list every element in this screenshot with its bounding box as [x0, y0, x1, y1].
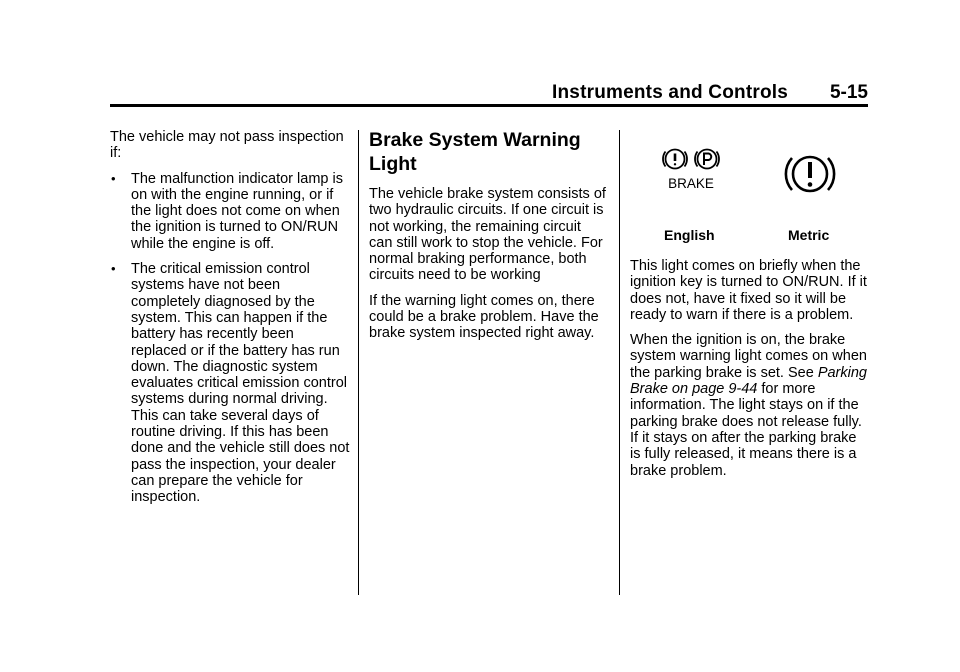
paragraph	[630, 332, 868, 479]
bullet-marker: •	[111, 261, 116, 277]
caption-english: English	[664, 227, 715, 243]
bullet-text: The malfunction indicator lamp is on with the engine running, or if the light does not come on when the ignition is turned to ON/RUN while the engine is off.	[131, 170, 343, 252]
column-3	[630, 140, 868, 488]
paragraph: The vehicle brake system consists of two hydraulic circuits. If one circuit is not working, the remaining circuit can still work to stop the vehicle. For normal braking performance, both circuits need to be working	[369, 186, 606, 284]
column-divider-1	[358, 130, 359, 595]
page-header	[110, 78, 868, 104]
paragraph: If the warning light comes on, there could be a brake problem. Have the brake system inspected right away.	[369, 292, 599, 342]
brake-warning-english-icon	[656, 146, 732, 198]
section-title: Instruments and Controls	[552, 82, 788, 103]
paragraph: This light comes on briefly when the ignition key is turned to ON/RUN. If it does not, have it fixed so it will be ready to warn if there is a problem.	[630, 258, 867, 323]
list-item	[110, 261, 350, 505]
column-1	[110, 129, 350, 515]
column-2	[369, 129, 607, 351]
brake-exclamation-icon	[663, 150, 687, 169]
cross-reference-link[interactable]: Parking Brake on page 9-44	[630, 364, 867, 398]
header-rule	[110, 104, 868, 107]
warning-light-figure	[630, 140, 868, 258]
paragraph-text: When the ignition is on, the brake system warning light comes on when the parking brake is set. See	[630, 332, 867, 381]
intro-paragraph: The vehicle may not pass inspection if:	[110, 129, 344, 162]
brake-label: BRAKE	[668, 176, 714, 191]
caption-metric: Metric	[788, 227, 830, 243]
page-number: 5-15	[829, 82, 868, 103]
column-divider-2	[619, 130, 620, 595]
brake-warning-metric-icon	[777, 150, 843, 202]
section-heading: Brake System Warning Light	[369, 129, 581, 175]
list-item	[110, 171, 350, 252]
bullet-marker: •	[111, 170, 116, 186]
paragraph-text: for more information. The light stays on if the parking brake does not release fully. If it stays on after the parking brake is fully released, it means there is a brake problem.	[630, 381, 862, 479]
parking-brake-icon	[695, 150, 719, 169]
bullet-text: The critical emission control systems have not been completely diagnosed by the system. This can happen if the battery has recently been replaced or if the battery has run down. The diagnostic system evaluates critical emission control systems during normal driving. This can take several days of routine driving. If this has been done and the vehicle still does not pass the inspection, your dealer can prepare the vehicle for inspection.	[131, 261, 350, 506]
